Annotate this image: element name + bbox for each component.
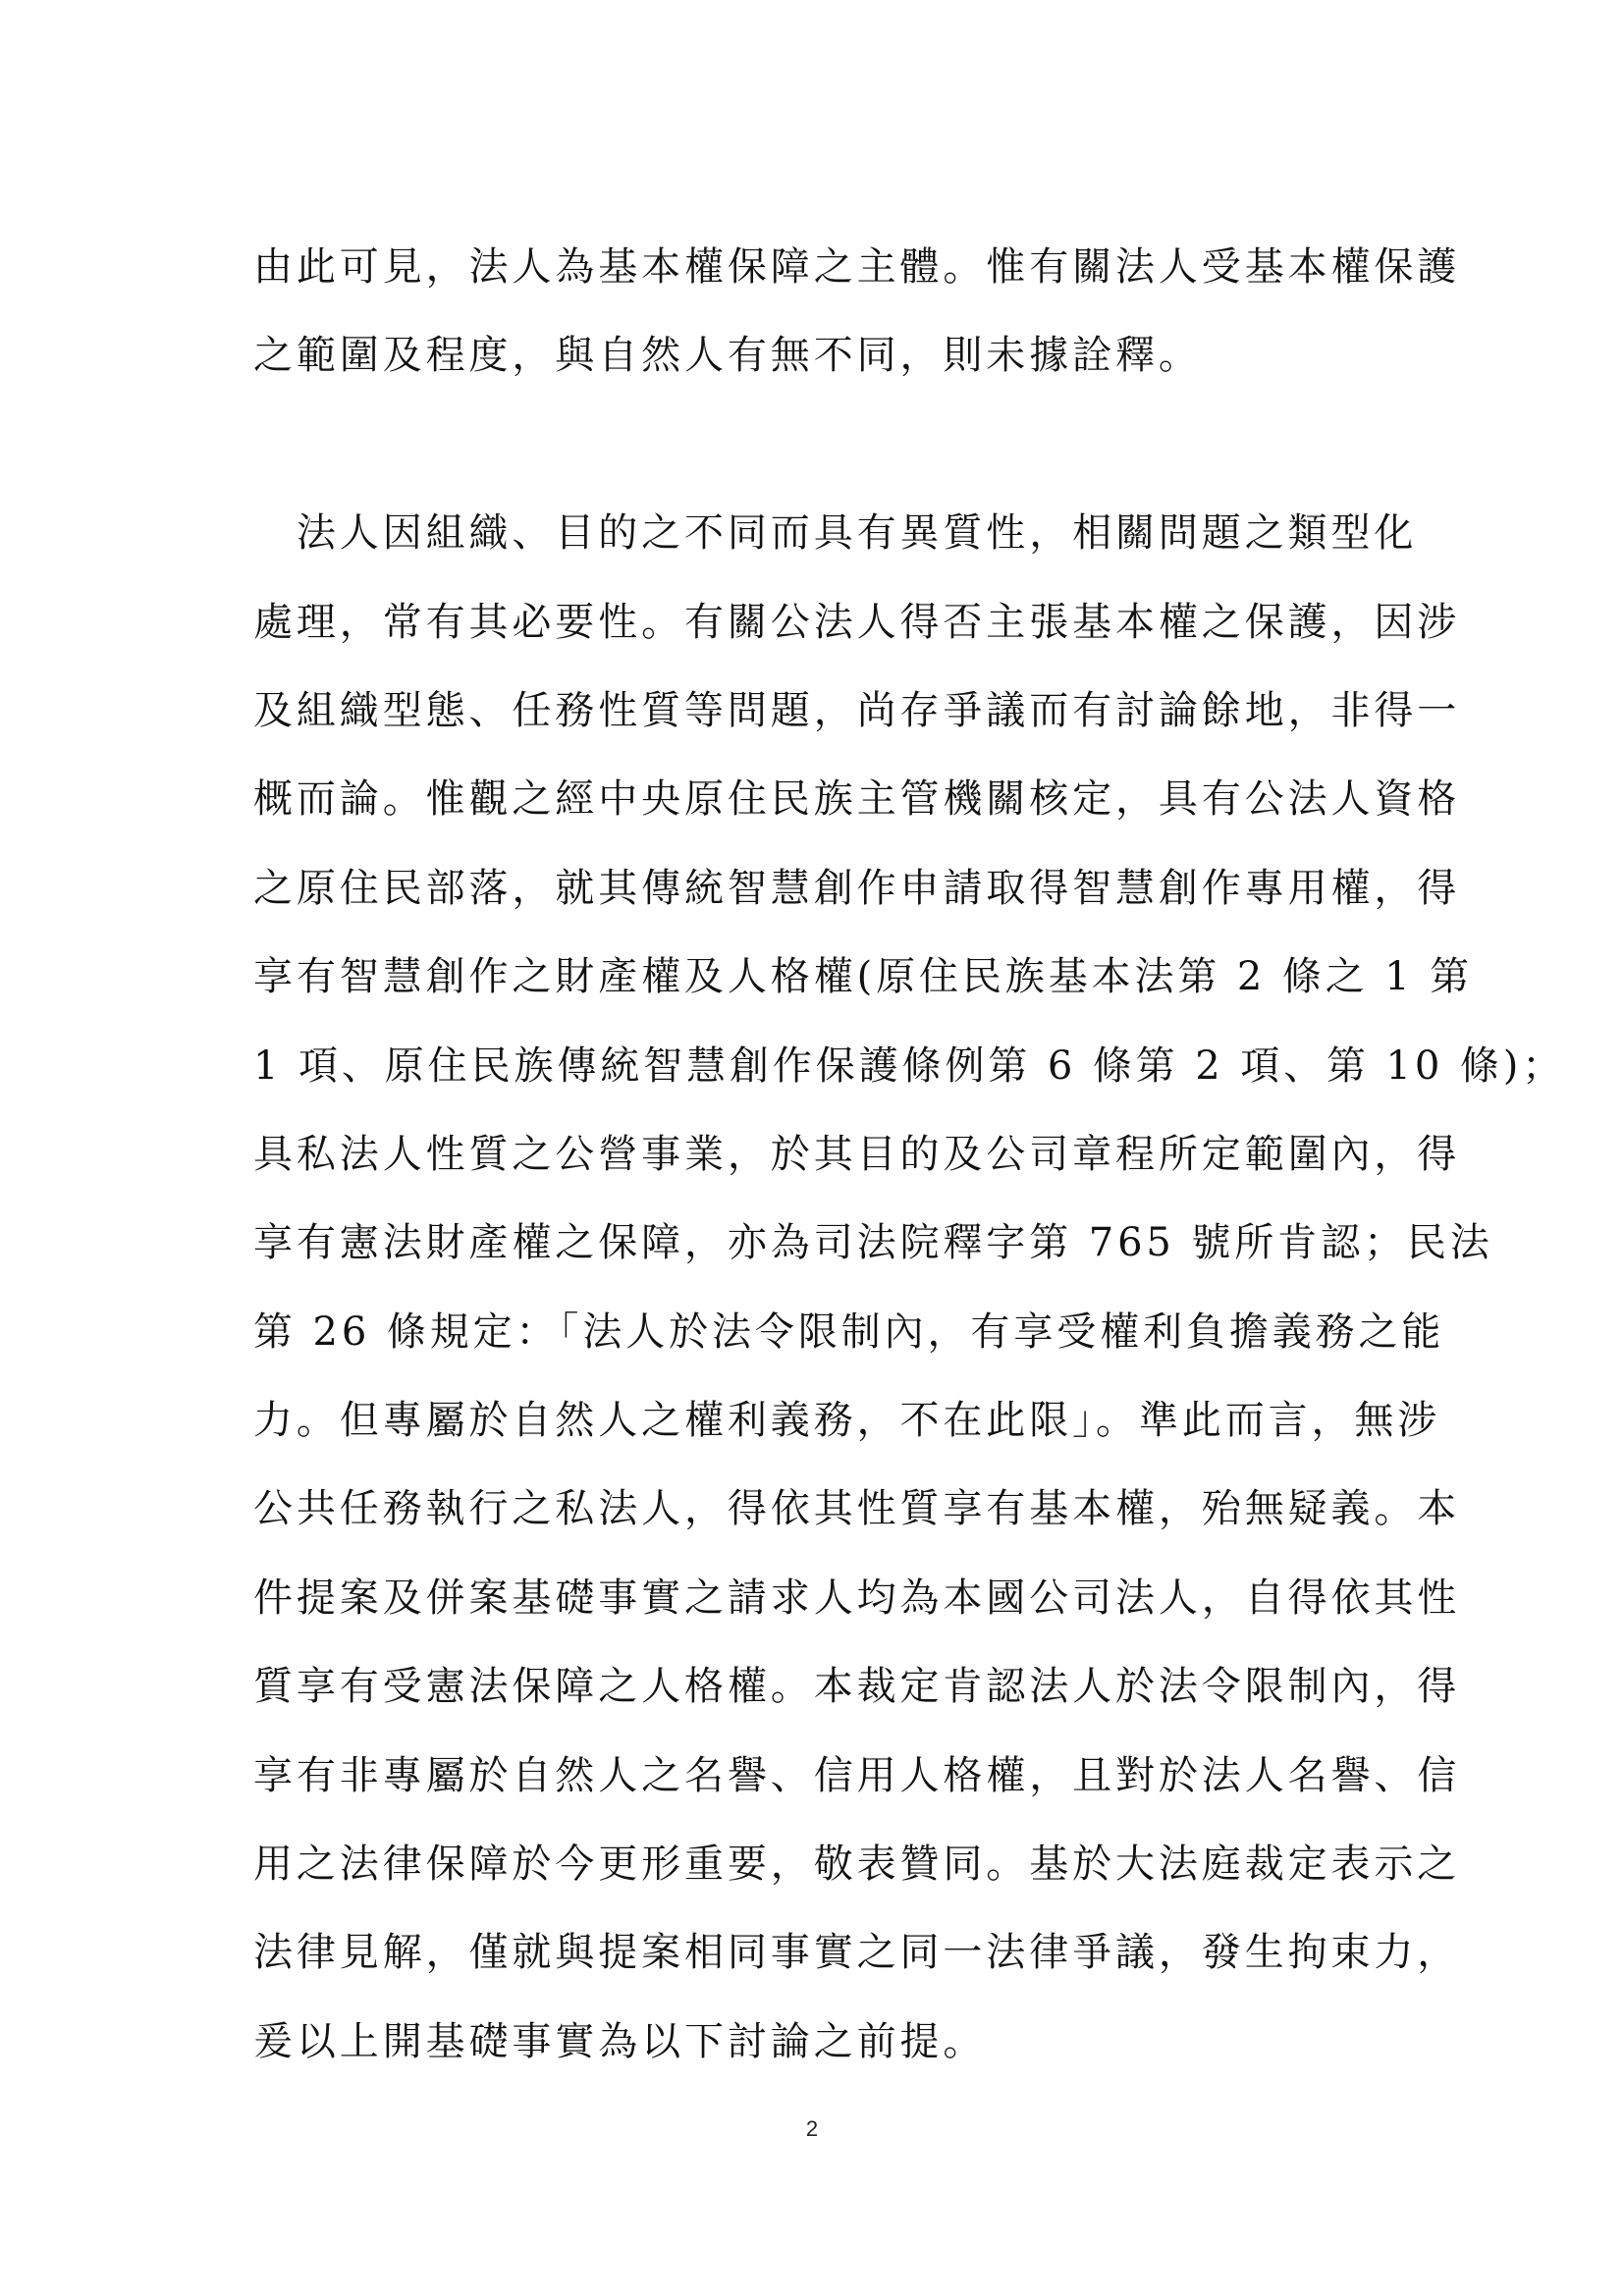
text-line: 爰以上開基礎事實為以下討論之前提。 bbox=[253, 2018, 987, 2064]
text-line: 公共任務執行之私法人，得依其性質享有基本權，殆無疑義。本 bbox=[253, 1486, 1461, 1532]
text-line: 之原住民部落，就其傳統智慧創作申請取得智慧創作專用權，得 bbox=[253, 865, 1461, 911]
text-line: 由此可見，法人為基本權保障之主體。惟有關法人受基本權保護 bbox=[253, 244, 1461, 290]
text-line: 處理，常有其必要性。有關公法人得否主張基本權之保護，因涉 bbox=[253, 599, 1461, 645]
text-line: 之範圍及程度，與自然人有無不同，則未據詮釋。 bbox=[253, 333, 1202, 379]
text-line: 概而論。惟觀之經中央原住民族主管機關核定，具有公法人資格 bbox=[253, 776, 1461, 823]
text-line: 用之法律保障於今更形重要，敬表贊同。基於大法庭裁定表示之 bbox=[253, 1842, 1461, 1888]
text-line: 享有智慧創作之財產權及人格權(原住民族基本法第 2 條之 1 第 bbox=[253, 954, 1474, 1000]
text-line: 第 26 條規定：「法人於法令限制內，有享受權利負擔義務之能 bbox=[253, 1308, 1445, 1355]
text-line: 力。但專屬於自然人之權利義務，不在此限」。準此而言，無涉 bbox=[253, 1398, 1441, 1444]
text-line: 享有憲法財產權之保障，亦為司法院釋字第 765 號所肯認；民法 bbox=[253, 1220, 1493, 1266]
text-line: 具私法人性質之公營事業，於其目的及公司章程所定範圍內，得 bbox=[253, 1131, 1461, 1177]
text-line: 法人因組織、目的之不同而具有異質性，相關問題之類型化 bbox=[253, 510, 1418, 557]
text-line: 1 項、原住民族傳統智慧創作保護條例第 6 條第 2 項、第 10 條)； bbox=[253, 1042, 1566, 1089]
text-line: 享有非專屬於自然人之名譽、信用人格權，且對於法人名譽、信 bbox=[253, 1752, 1461, 1798]
text-line: 法律見解，僅就與提案相同事實之同一法律爭議，發生拘束力， bbox=[253, 1930, 1461, 1976]
page-number: 2 bbox=[805, 2116, 819, 2141]
body-text bbox=[253, 223, 1566, 2086]
text-line: 及組織型態、任務性質等問題，尚存爭議而有討論餘地，非得一 bbox=[253, 687, 1461, 733]
text-line: 件提案及併案基礎事實之請求人均為本國公司法人，自得依其性 bbox=[253, 1575, 1461, 1621]
text-line: 質享有受憲法保障之人格權。本裁定肯認法人於法令限制內，得 bbox=[253, 1664, 1461, 1710]
paragraph-gap bbox=[253, 400, 1392, 489]
